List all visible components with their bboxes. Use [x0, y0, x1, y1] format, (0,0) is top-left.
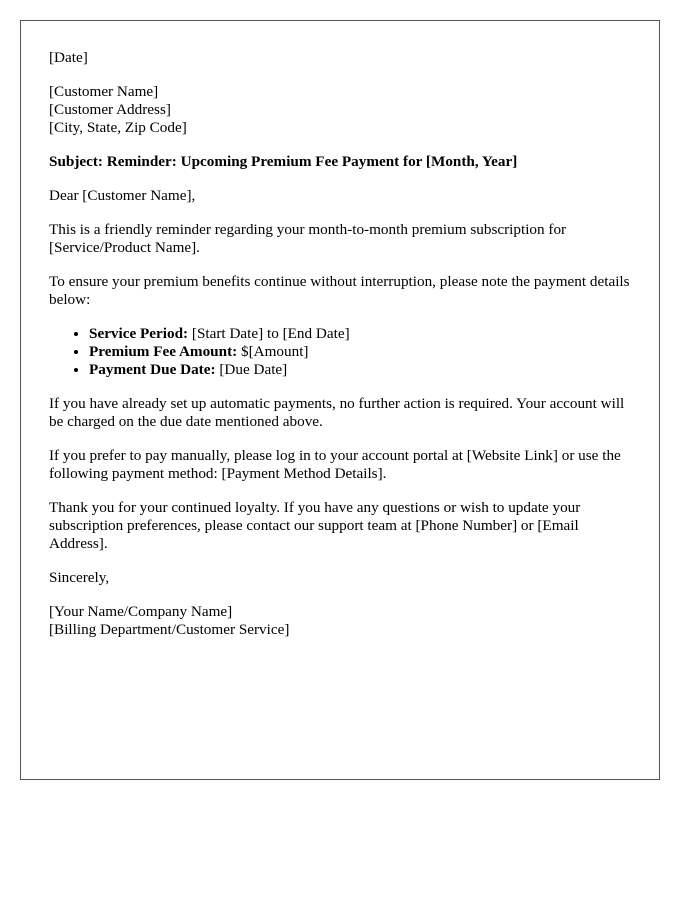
signature-department: [Billing Department/Customer Service] [49, 621, 290, 638]
salutation: Dear [Customer Name], [49, 187, 196, 204]
list-item [89, 343, 631, 361]
letter-body [49, 49, 631, 639]
detail-label: Premium Fee Amount: [89, 343, 238, 360]
detail-label: Service Period: [89, 325, 189, 342]
detail-value: [Due Date] [215, 361, 288, 378]
recipient-block [49, 83, 631, 137]
recipient-address: [Customer Address] [49, 101, 171, 118]
signature-block [49, 603, 631, 639]
list-item [89, 361, 631, 379]
recipient-city-state-zip: [City, State, Zip Code] [49, 119, 187, 136]
manual-pay-paragraph: If you prefer to pay manually, please log in to your account portal at [Website Link] or use the following payment method: [Payment Method Details]. [49, 447, 621, 482]
intro-paragraph: This is a friendly reminder regarding your month-to-month premium subscription for [Service/Product Name]. [49, 221, 567, 256]
payment-details-list [49, 325, 631, 379]
thanks-paragraph: Thank you for your continued loyalty. If you have any questions or wish to update your subscription preferences, please contact our support team at [Phone Number] or [Email Address]. [49, 499, 581, 552]
detail-value: [Start Date] to [End Date] [188, 325, 350, 342]
detail-value: $[Amount] [237, 343, 309, 360]
detail-label: Payment Due Date: [89, 361, 216, 378]
letter-page [20, 20, 660, 780]
subject-line: Subject: Reminder: Upcoming Premium Fee Payment for [Month, Year] [49, 153, 518, 170]
closing: Sincerely, [49, 569, 110, 586]
signature-name: [Your Name/Company Name] [49, 603, 233, 620]
recipient-name: [Customer Name] [49, 83, 159, 100]
auto-pay-paragraph: If you have already set up automatic payments, no further action is required. Your account will be charged on the due date mentioned above. [49, 395, 625, 430]
details-intro-paragraph: To ensure your premium benefits continue without interruption, please note the payment details below: [49, 273, 630, 308]
list-item [89, 325, 631, 343]
letter-date: [Date] [49, 49, 88, 66]
